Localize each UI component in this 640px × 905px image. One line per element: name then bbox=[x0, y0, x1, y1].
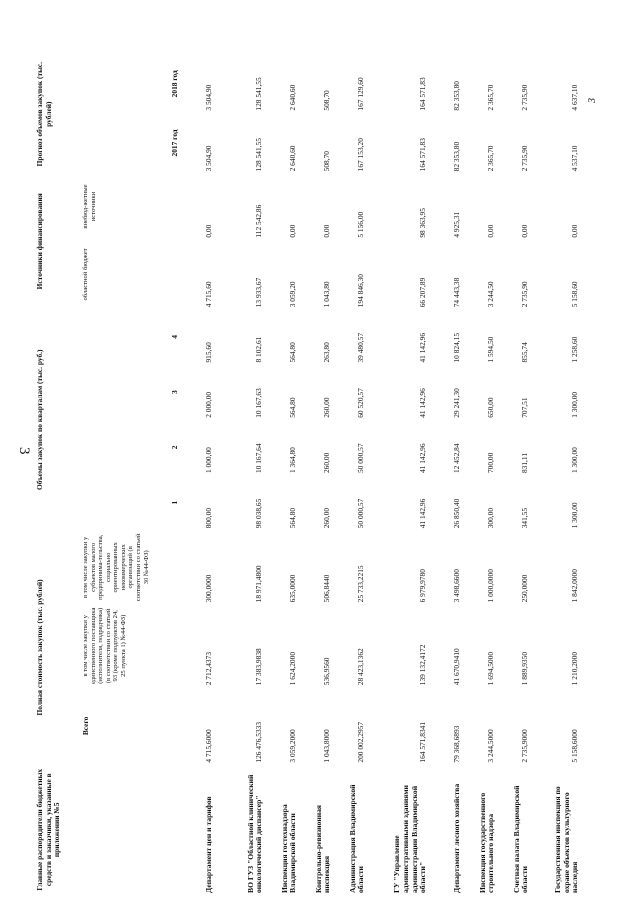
row-name: Инспекция государственного строительного надзора bbox=[477, 792, 496, 893]
cell-regional: 194 846,30 bbox=[356, 274, 366, 308]
cell-offbudget: 4 925,31 bbox=[452, 211, 462, 238]
cell-2017: 508,70 bbox=[322, 151, 332, 172]
cell-q1: 41 142,96 bbox=[418, 498, 428, 529]
cell-q3: 260,00 bbox=[322, 397, 332, 418]
cell-q2: 1 000,00 bbox=[204, 447, 214, 474]
cell-regional: 74 443,38 bbox=[452, 277, 462, 308]
table-row bbox=[215, 55, 265, 895]
cell-q1: 1 300,00 bbox=[570, 502, 580, 529]
table-row bbox=[463, 55, 497, 895]
cell-q3: 60 520,57 bbox=[356, 388, 366, 418]
cell-single: 1 889,9350 bbox=[520, 651, 530, 686]
cell-2018: 164 571,83 bbox=[418, 77, 428, 111]
cell-q1: 300,00 bbox=[486, 507, 496, 529]
cell-single: 17 383,9838 bbox=[254, 648, 264, 686]
cell-single: 1 210,2000 bbox=[570, 651, 580, 686]
table-row bbox=[429, 55, 463, 895]
cell-q2: 41 142,96 bbox=[418, 443, 428, 474]
cell-2017: 128 541,55 bbox=[254, 138, 264, 172]
cell-small: 300,0000 bbox=[204, 574, 214, 603]
header-regional-budget: областной бюджет bbox=[82, 248, 89, 301]
cell-single: 41 670,9410 bbox=[452, 648, 462, 686]
cell-single: 139 132,4172 bbox=[418, 644, 428, 686]
page-number: 3 bbox=[16, 447, 32, 455]
header-forecast-group: Прогноз объемов закупок (тыс. рублей) bbox=[35, 62, 53, 167]
cell-total: 3 244,5000 bbox=[486, 729, 496, 763]
cell-2018: 128 541,55 bbox=[254, 77, 264, 111]
cell-offbudget: 0,00 bbox=[204, 224, 214, 238]
row-name: ВО ГУЗ "Областной клинический онкологический диспансер" bbox=[245, 774, 264, 893]
cell-offbudget: 112 542,86 bbox=[254, 204, 264, 238]
cell-2018: 82 353,80 bbox=[452, 81, 462, 111]
cell-q2: 1 300,00 bbox=[570, 447, 580, 474]
cell-2018: 167 129,60 bbox=[356, 77, 366, 111]
cell-2017: 167 153,20 bbox=[356, 138, 366, 172]
header-q3: 3 bbox=[170, 390, 180, 395]
cell-q2: 1 364,80 bbox=[288, 447, 298, 474]
cell-q1: 50 000,57 bbox=[356, 498, 366, 529]
cell-offbudget: 0,00 bbox=[570, 224, 580, 238]
header-sources-group: Источники финансирования bbox=[35, 193, 44, 290]
table-row bbox=[367, 55, 429, 895]
cell-q1: 800,00 bbox=[204, 507, 214, 529]
cell-q4: 39 480,57 bbox=[356, 332, 366, 363]
cell-2017: 2 640,60 bbox=[288, 145, 298, 172]
header-q1: 1 bbox=[170, 500, 180, 505]
cell-offbudget: 0,00 bbox=[322, 224, 332, 238]
cell-small: 1 000,0000 bbox=[486, 569, 496, 603]
cell-q1: 26 850,40 bbox=[452, 498, 462, 529]
cell-offbudget: 0,00 bbox=[520, 224, 530, 238]
cell-total: 1 043,8000 bbox=[322, 729, 332, 763]
cell-q3: 29 241,30 bbox=[452, 388, 462, 418]
cell-total: 2 735,9000 bbox=[520, 729, 530, 763]
row-name: Департамент лесного хозяйства bbox=[452, 783, 462, 893]
header-single-supplier: в том числе закупки у единственного поставщика (исполнителя, подрядчика) (в соответствии со статьей 93 (кроме подпунктов 24, 25 пункта 1) №44-ФЗ) bbox=[82, 607, 127, 685]
cell-small: 1 842,0000 bbox=[570, 569, 580, 603]
cell-q3: 650,00 bbox=[486, 397, 496, 418]
header-total-group: Полная стоимость закупок (тыс. рублей) bbox=[35, 579, 44, 716]
cell-q4: 263,80 bbox=[322, 342, 332, 363]
header-main: Главные распорядители бюджетных средств и заказчики, указанные в приложении №5 bbox=[35, 768, 62, 891]
cell-2018: 2 640,60 bbox=[288, 84, 298, 111]
cell-single: 536,9560 bbox=[322, 657, 332, 686]
cell-q4: 1 258,60 bbox=[570, 336, 580, 363]
cell-q2: 831,11 bbox=[520, 452, 530, 474]
row-name: Счетная палата Владимирской области bbox=[511, 785, 530, 893]
cell-small: 635,0000 bbox=[288, 574, 298, 603]
cell-2017: 2 735,90 bbox=[520, 145, 530, 172]
cell-small: 3 498,6600 bbox=[452, 569, 462, 603]
cell-regional: 2 735,90 bbox=[520, 281, 530, 308]
header-quarters-group: Объемы закупок по кварталам (тыс. руб.) bbox=[35, 349, 44, 491]
cell-small: 6 979,9780 bbox=[418, 569, 428, 603]
cell-q1: 98 038,65 bbox=[254, 498, 264, 529]
cell-2017: 4 537,10 bbox=[570, 145, 580, 172]
cell-single: 1 624,2000 bbox=[288, 651, 298, 686]
corner-page-number: 3 bbox=[587, 98, 598, 103]
cell-total: 5 158,6000 bbox=[570, 729, 580, 763]
cell-total: 200 002,2957 bbox=[356, 721, 366, 763]
cell-total: 3 059,2000 bbox=[288, 729, 298, 763]
row-name: Контрольно-ревизионная инспекция bbox=[313, 805, 332, 893]
cell-small: 18 971,4800 bbox=[254, 565, 264, 603]
cell-q2: 12 452,84 bbox=[452, 443, 462, 474]
cell-q4: 10 824,15 bbox=[452, 332, 462, 363]
row-name: Департамент цен и тарифов bbox=[204, 796, 214, 893]
header-total: Всего bbox=[81, 716, 90, 736]
cell-q4: 915,60 bbox=[204, 342, 214, 363]
cell-2018: 2 735,90 bbox=[520, 84, 530, 111]
cell-regional: 3 059,20 bbox=[288, 281, 298, 308]
cell-total: 79 368,6893 bbox=[452, 725, 462, 763]
cell-regional: 4 715,60 bbox=[204, 281, 214, 308]
table-row bbox=[333, 55, 367, 895]
table-row bbox=[181, 55, 215, 895]
header-offbudget: внебюд-жетные источники bbox=[82, 184, 97, 229]
cell-single: 1 694,5000 bbox=[486, 651, 496, 686]
cell-2017: 164 571,83 bbox=[418, 138, 428, 172]
cell-single: 2 712,4373 bbox=[204, 651, 214, 686]
cell-q2: 10 167,64 bbox=[254, 443, 264, 474]
cell-q1: 564,80 bbox=[288, 507, 298, 529]
cell-total: 164 571,8341 bbox=[418, 721, 428, 763]
cell-offbudget: 0,00 bbox=[486, 224, 496, 238]
cell-small: 250,0000 bbox=[520, 574, 530, 603]
cell-q4: 8 102,61 bbox=[254, 336, 264, 363]
cell-offbudget: 98 363,95 bbox=[418, 208, 428, 238]
row-name: Администрация Владимирской области bbox=[347, 784, 366, 893]
procurement-table bbox=[35, 55, 581, 895]
row-name: ГУ "Управление административными зданиями администрации Владимирской области" bbox=[392, 785, 428, 893]
rotated-table-sheet bbox=[35, 55, 615, 895]
cell-regional: 1 043,80 bbox=[322, 281, 332, 308]
cell-q2: 260,00 bbox=[322, 452, 332, 474]
cell-small: 25 733,2215 bbox=[356, 565, 366, 603]
cell-2018: 4 637,10 bbox=[570, 84, 580, 111]
cell-q3: 2 000,00 bbox=[204, 391, 214, 418]
cell-2018: 2 365,70 bbox=[486, 84, 496, 111]
cell-offbudget: 5 156,00 bbox=[356, 211, 366, 238]
header-2018: 2018 год bbox=[170, 70, 180, 98]
cell-single: 28 423,1362 bbox=[356, 648, 366, 686]
cell-q4: 855,74 bbox=[520, 342, 530, 363]
header-small-business: в том числе закупки у субъектов малого предпринима-тельства, социально ориентированных некоммерческих организаций (в соответствии со статьей 30 №44-ФЗ) bbox=[82, 533, 150, 602]
cell-q4: 41 142,96 bbox=[418, 332, 428, 363]
cell-q3: 41 142,96 bbox=[418, 388, 428, 418]
cell-q1: 341,55 bbox=[520, 507, 530, 529]
cell-regional: 13 933,67 bbox=[254, 277, 264, 308]
cell-2018: 508,70 bbox=[322, 90, 332, 111]
header-2017: 2017 год bbox=[170, 129, 180, 157]
header-q2: 2 bbox=[170, 445, 180, 450]
cell-offbudget: 0,00 bbox=[288, 224, 298, 238]
header-q4: 4 bbox=[170, 335, 180, 339]
cell-q3: 1 300,00 bbox=[570, 391, 580, 418]
cell-q3: 707,51 bbox=[520, 397, 530, 418]
cell-2018: 3 504,90 bbox=[204, 84, 214, 111]
row-name: Инспекция гостехнадзора Владимирской области bbox=[279, 804, 298, 893]
cell-q3: 564,80 bbox=[288, 397, 298, 418]
cell-q1: 260,00 bbox=[322, 507, 332, 529]
cell-2017: 82 353,80 bbox=[452, 141, 462, 172]
table-row bbox=[531, 55, 581, 895]
row-name: Государственная инспекция по охране объектов культурного наследия bbox=[552, 786, 580, 893]
table-row bbox=[265, 55, 299, 895]
cell-q2: 50 000,57 bbox=[356, 443, 366, 474]
table-row bbox=[497, 55, 531, 895]
cell-regional: 5 158,60 bbox=[570, 281, 580, 308]
cell-q2: 700,00 bbox=[486, 452, 496, 474]
table-row bbox=[299, 55, 333, 895]
cell-regional: 66 207,89 bbox=[418, 277, 428, 308]
cell-q4: 564,80 bbox=[288, 342, 298, 363]
cell-2017: 2 365,70 bbox=[486, 145, 496, 172]
cell-regional: 3 244,50 bbox=[486, 281, 496, 308]
cell-total: 126 476,5333 bbox=[254, 721, 264, 763]
cell-q4: 1 594,50 bbox=[486, 336, 496, 363]
cell-q3: 10 167,63 bbox=[254, 388, 264, 418]
cell-small: 506,8440 bbox=[322, 574, 332, 603]
cell-total: 4 715,6000 bbox=[204, 729, 214, 763]
cell-2017: 3 504,90 bbox=[204, 145, 214, 172]
